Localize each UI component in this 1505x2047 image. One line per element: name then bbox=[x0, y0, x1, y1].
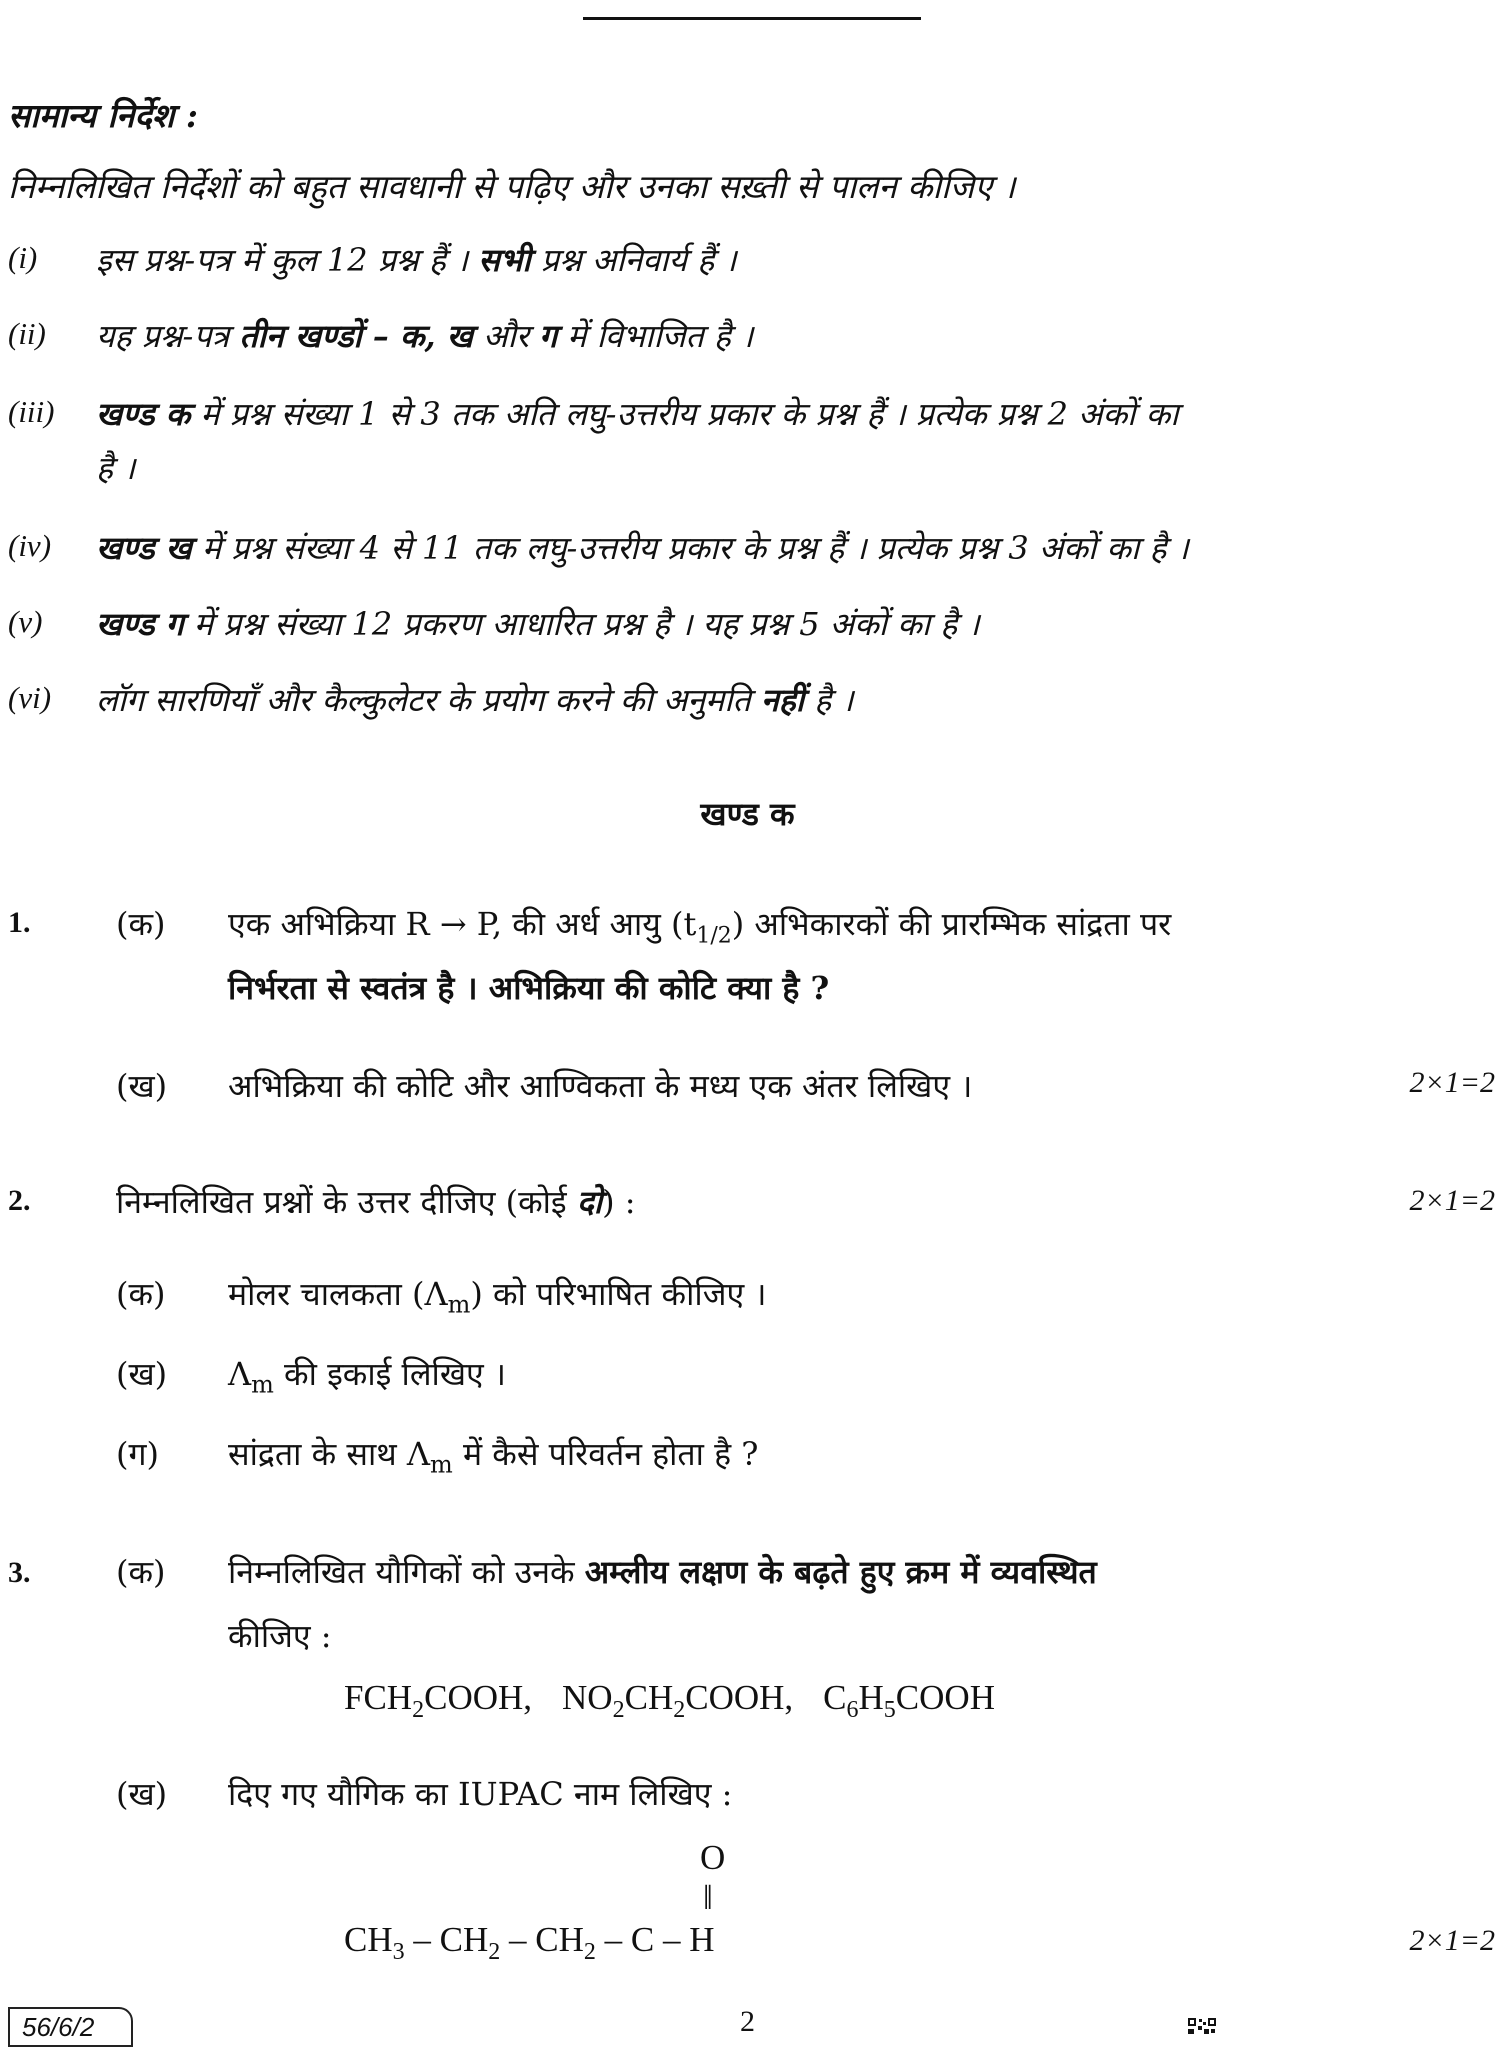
subpart-label: (क) bbox=[116, 1553, 166, 1591]
instruction-num: (i) bbox=[8, 240, 38, 275]
subpart-label: (ख) bbox=[116, 1355, 168, 1393]
instruction-num: (iv) bbox=[8, 528, 52, 563]
instruction-num: (v) bbox=[8, 604, 43, 639]
instruction-item-continuation: है । bbox=[96, 449, 136, 487]
question-number: 2. bbox=[8, 1184, 31, 1217]
instruction-num: (iii) bbox=[8, 394, 55, 429]
subpart-label: (ग) bbox=[116, 1435, 159, 1473]
qr-code-icon bbox=[1188, 2018, 1216, 2034]
compound: $FCH_2COOH$, bbox=[344, 1678, 533, 1723]
paper-code: 56/6/2 bbox=[8, 2007, 133, 2047]
section-heading: खण्ड क bbox=[700, 795, 795, 833]
instruction-item: खण्ड ख में प्रश्न संख्या 4 से 11 तक लघु-उत्तरीय प्रकार के प्रश्न हैं । प्रत्येक प्रश्न 3 अंकों का है । bbox=[96, 529, 1189, 567]
question-text: मोलर चालकता $(\Lambda_m)$ को परिभाषित कीजिए । bbox=[228, 1275, 767, 1319]
question-number: 3. bbox=[8, 1556, 31, 1589]
subpart-label: (ख) bbox=[116, 1067, 168, 1105]
instruction-num: (vi) bbox=[8, 680, 52, 715]
structure-formula: $CH_3 - CH_2 - CH_2$ – C – H bbox=[344, 1920, 715, 1965]
question-text: अभिक्रिया की कोटि और आण्विकता के मध्य एक अंतर लिखिए । bbox=[228, 1067, 973, 1105]
page-number: 2 bbox=[740, 2005, 755, 2038]
structure-oxygen: O bbox=[700, 1838, 726, 1877]
compound: $NO_2CH_2COOH$, bbox=[562, 1678, 794, 1723]
instruction-item: खण्ड ग में प्रश्न संख्या 12 प्रकरण आधारित प्रश्न है । यह प्रश्न 5 अंकों का है । bbox=[96, 605, 980, 643]
compound: $C_6H_5COOH$ bbox=[823, 1678, 995, 1723]
question-text: $\Lambda_m$ की इकाई लिखिए । bbox=[228, 1355, 506, 1399]
instruction-item: इस प्रश्न-पत्र में कुल 12 प्रश्न हैं । सभी प्रश्न अनिवार्य हैं । bbox=[96, 241, 737, 279]
instruction-num: (ii) bbox=[8, 316, 46, 351]
question-text: दिए गए यौगिक का IUPAC नाम लिखिए : bbox=[228, 1775, 733, 1813]
question-text: कीजिए : bbox=[228, 1617, 332, 1655]
question-text: एक अभिक्रिया R → P, की अर्ध आयु $(t_{1/2})$ अभिकारकों की प्रारम्भिक सांद्रता पर bbox=[228, 905, 1172, 949]
top-rule bbox=[583, 17, 921, 20]
marks: 2×1=2 bbox=[1409, 1924, 1495, 1957]
compounds-list bbox=[344, 1678, 995, 1724]
subpart-label: (क) bbox=[116, 905, 166, 943]
marks: 2×1=2 bbox=[1409, 1184, 1495, 1217]
question-text: निम्नलिखित यौगिकों को उनके अम्लीय लक्षण के बढ़ते हुए क्रम में व्यवस्थित bbox=[228, 1553, 1097, 1591]
subpart-label: (क) bbox=[116, 1275, 166, 1313]
question-number: 1. bbox=[8, 906, 31, 939]
instruction-item: खण्ड क में प्रश्न संख्या 1 से 3 तक अति लघु-उत्तरीय प्रकार के प्रश्न हैं । प्रत्येक प्रश्न 2 अंकों का bbox=[96, 395, 1179, 433]
marks: 2×1=2 bbox=[1409, 1066, 1495, 1099]
question-text: निर्भरता से स्वतंत्र है । अभिक्रिया की कोटि क्या है ? bbox=[228, 969, 830, 1007]
subpart-label: (ख) bbox=[116, 1775, 168, 1813]
instruction-item: यह प्रश्न-पत्र तीन खण्डों – क, ख और ग में विभाजित है । bbox=[96, 317, 754, 355]
instruction-item: लॉग सारणियाँ और कैल्कुलेटर के प्रयोग करने की अनुमति नहीं है । bbox=[96, 681, 854, 719]
structure-double-bond: ‖ bbox=[703, 1878, 713, 1917]
general-instructions-title: सामान्य निर्देश : bbox=[8, 96, 198, 135]
question-text: निम्नलिखित प्रश्नों के उत्तर दीजिए (कोई दो) : bbox=[116, 1183, 636, 1221]
question-text: सांद्रता के साथ $\Lambda_m$ में कैसे परिवर्तन होता है ? bbox=[228, 1435, 759, 1479]
general-instructions-intro: निम्नलिखित निर्देशों को बहुत सावधानी से पढ़िए और उनका सख़्ती से पालन कीजिए । bbox=[8, 167, 1016, 206]
